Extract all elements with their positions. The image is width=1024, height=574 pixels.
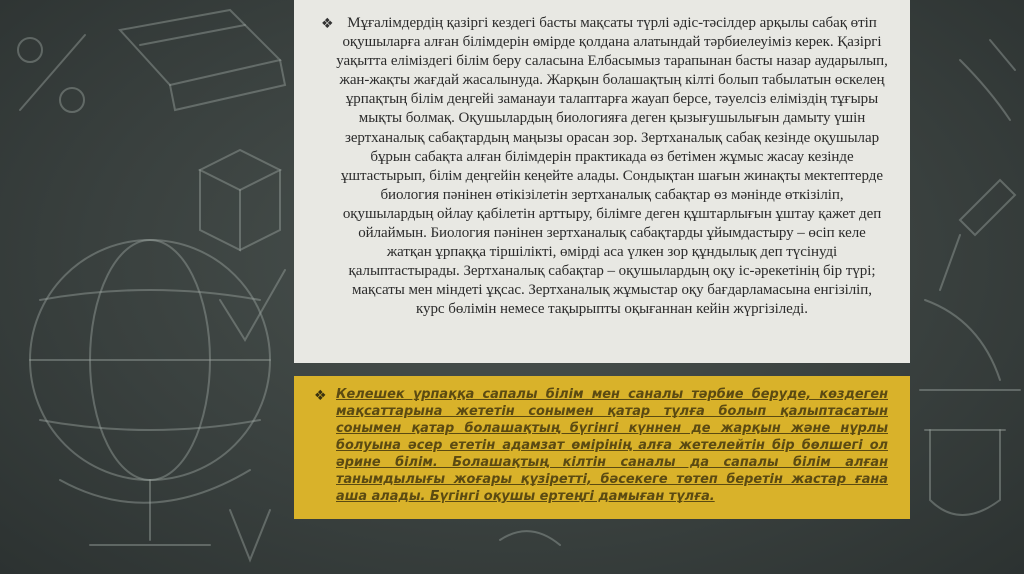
microscope-doodle xyxy=(920,40,1020,390)
main-paragraph: Мұғалімдердің қазіргі кездегі басты мақсаты түрлі әдіс-тәсілдер арқылы сабақ өтіп оқушыларға алған білімдерін өмірде қолдана алатындай тәрбиелеуіміз керек. Қазіргі уақытта еліміздегі білім беру саласына Елбасымыз тарапынан басты назар аударылып, жан-жақты жағдай жасалынуда. Жарқын болашақтың кілті болып табылатын өскелең ұрпақтың білім деңгейі заманауи талаптарға жауап берсе, тәуелсіз еліміздің тұғыры мықты болмақ. Оқушылардың биологияға деген қызығушылығын дамыту үшін зертханалық сабақтардың маңызы орасан зор. Зертханалық сабақ кезінде оқушылар бұрын сабақта алған білімдерін практикада өз бетімен жұмыс жасау кезінде ұштастырып, білім деңгейін кеңейте алады. Сондықтан шағын жинақты мектептерде биология пәнінен өтікізілетін зертханалық сабақтар өз мәнінде өткізіліп, оқушылардың ойлау қабілетін арттыру, білімге деген құштарлығын ұштау қажет деп ойлаймын. Биология пәнінен зертханалық сабақтарды ұйымдастыру – өсіп келе жатқан ұрпаққа тіршілікті, өмірді аса үлкен зор құндылық деп түсінуді қалыптастырады. Зертханалық сабақтар – оқушылардың оқу іс-әрекетінің бір түрі; мақсаты мен міндеті ұқсас. Зертханалық жұмыстар оқу бағдарламасына енгізіліп, курс бөлімін немесе тақырыпты оқығаннан кейін жүргізіледі. xyxy=(336,15,888,318)
highlight-paragraph: Келешек ұрпаққа сапалы білім мен саналы тәрбие беруде, көздеген мақсаттарына жететін сонымен қатар тұлға болып қалыптасатын сонымен қатар болашақтың бүгінгі күннен де жарқын және нұрлы болуына әсер ететін адамзат өмірінің алға жетелейтін бір бөлшегі ол әрине білім. Болашақтың кілтін саналы да сапалы білім алған танымдылығы жоғары құзіретті, бәсекеге төтеп беретін жастар ғана аша алады. Бүгінгі оқушы ертеңгі дамыған тұлға. xyxy=(336,387,888,504)
diamond-bullet-icon: ❖ xyxy=(321,16,334,32)
cube-doodle xyxy=(200,150,280,250)
main-text-panel xyxy=(294,0,910,363)
highlight-panel xyxy=(294,376,910,519)
beaker-doodle xyxy=(925,430,1005,515)
globe-doodle xyxy=(30,240,270,545)
percent-doodle xyxy=(18,35,85,112)
book-doodle xyxy=(120,10,285,110)
diamond-bullet-icon: ❖ xyxy=(314,388,327,404)
